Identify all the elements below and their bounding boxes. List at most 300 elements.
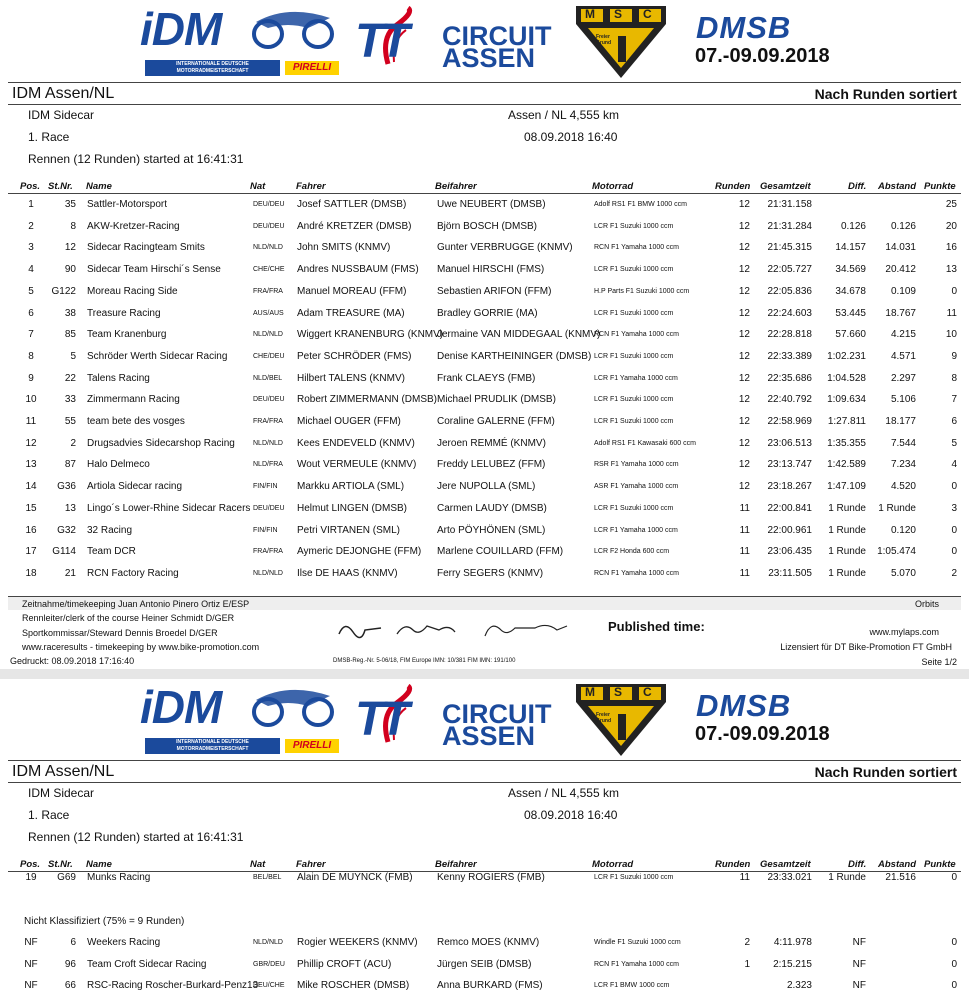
cell-beifahrer: Jürgen SEIB (DMSB) xyxy=(437,958,532,970)
assen-label: ASSEN xyxy=(442,43,536,73)
cell-beifahrer: Arto PÖYHÖNEN (SML) xyxy=(437,524,546,536)
cell-pos: NF xyxy=(24,958,38,970)
published-time-label: Published time: xyxy=(608,619,705,634)
dmsb-registration: DMSB-Reg.-Nr. 5-06/18, FIM Europe IMN: 10/381 FIM IMN: 191/100 xyxy=(333,658,516,664)
track-info: Assen / NL 4,555 km xyxy=(508,108,619,122)
cell-runden: 12 xyxy=(738,459,750,471)
cell-pos: 19 xyxy=(25,872,37,883)
cell-beifahrer: Denise KARTHEININGER (DMSB) xyxy=(437,350,592,362)
mylaps-link[interactable]: www.mylaps.com xyxy=(869,627,939,637)
cell-nat: DEU/DEU xyxy=(253,201,285,208)
cell-fahrer: Andres NUSSBAUM (FMS) xyxy=(297,264,419,276)
col-abstand: Abstand xyxy=(878,181,916,192)
table-row xyxy=(0,221,969,242)
cell-pos: 5 xyxy=(28,285,34,297)
table-row xyxy=(0,546,969,567)
cell-beifahrer: Uwe NEUBERT (DMSB) xyxy=(437,199,546,210)
pirelli-logo: PIRELLI xyxy=(285,61,339,75)
tt-logo: TT xyxy=(355,15,406,68)
cell-pos: 10 xyxy=(25,394,37,406)
cell-stnr: 66 xyxy=(64,980,76,991)
cell-gesamtzeit: 23:13.747 xyxy=(767,459,812,471)
cell-pos: 15 xyxy=(25,502,37,514)
cell-beifahrer: Bradley GORRIE (MA) xyxy=(437,307,538,319)
cell-name: Halo Delmeco xyxy=(87,459,150,471)
cell-abstand: 4.571 xyxy=(890,350,916,362)
msc-subtitle: Freier Grund xyxy=(596,712,611,724)
start-info: Rennen (12 Runden) started at 16:41:31 xyxy=(28,152,244,166)
cell-motorrad: RCN F1 Yamaha 1000 ccm xyxy=(594,569,679,577)
cell-punkte: 13 xyxy=(945,264,957,276)
cell-pos: 16 xyxy=(25,524,37,536)
cell-runden: 11 xyxy=(739,872,750,883)
cell-motorrad: LCR F1 BMW 1000 ccm xyxy=(594,982,670,989)
cell-abstand: 2.297 xyxy=(890,372,916,384)
cell-abstand: 0.126 xyxy=(890,220,916,232)
table-row xyxy=(0,329,969,350)
cell-runden: 12 xyxy=(738,416,750,427)
cell-nat: CHE/DEU xyxy=(253,352,285,360)
cell-punkte: 20 xyxy=(945,220,957,232)
race-name: 1. Race xyxy=(28,130,70,144)
cell-punkte: 10 xyxy=(945,329,957,341)
cell-nat: NLD/NLD xyxy=(253,244,283,252)
cell-abstand: 5.070 xyxy=(890,567,916,579)
cell-stnr: G114 xyxy=(52,546,76,558)
cell-fahrer: Kees ENDEVELD (KNMV) xyxy=(297,437,415,449)
cell-diff: 1:27.811 xyxy=(827,416,866,427)
cell-beifahrer: Anna BURKARD (FMS) xyxy=(437,980,543,991)
cell-motorrad: LCR F1 Suzuki 1000 ccm xyxy=(594,352,674,360)
cell-abstand: 4.520 xyxy=(890,481,916,493)
table-row xyxy=(0,503,969,524)
track-info: Assen / NL 4,555 km xyxy=(508,786,619,800)
race-datetime: 08.09.2018 16:40 xyxy=(524,808,618,822)
cell-stnr: 22 xyxy=(64,372,76,384)
cell-runden: 12 xyxy=(738,394,750,406)
cell-stnr: 12 xyxy=(64,242,76,254)
cell-stnr: 2 xyxy=(70,437,76,449)
col-fahrer: Fahrer xyxy=(296,181,326,192)
cell-beifahrer: Remco MOES (KNMV) xyxy=(437,937,540,948)
cell-gesamtzeit: 2.323 xyxy=(786,980,812,991)
cell-nat: NLD/FRA xyxy=(253,461,283,469)
cell-fahrer: Helmut LINGEN (DMSB) xyxy=(297,502,408,514)
cell-nat: DEU/CHE xyxy=(253,982,285,989)
header-rule xyxy=(8,760,961,761)
results-table-page-2 xyxy=(0,868,969,892)
cell-gesamtzeit: 22:35.686 xyxy=(767,372,812,384)
col-nat: Nat xyxy=(250,181,266,192)
col-stnr: St.Nr. xyxy=(48,859,73,870)
col-beifahrer: Beifahrer xyxy=(435,859,477,870)
cell-abstand: 4.215 xyxy=(890,329,916,341)
msc-letter-c: C xyxy=(643,7,652,21)
cell-pos: 1 xyxy=(28,199,34,210)
cell-diff: 1:04.528 xyxy=(827,372,866,384)
not-finished-table xyxy=(0,932,969,998)
cell-diff: 1 Runde xyxy=(828,524,866,536)
cell-nat: DEU/DEU xyxy=(253,396,285,404)
cell-punkte: 0 xyxy=(951,481,957,493)
cell-stnr: 33 xyxy=(64,394,76,406)
cell-motorrad: LCR F1 Suzuki 1000 ccm xyxy=(594,396,674,404)
cell-gesamtzeit: 22:05.727 xyxy=(767,264,812,276)
cell-pos: 7 xyxy=(28,329,34,341)
cell-motorrad: Adolf RS1 F1 Kawasaki 600 ccm xyxy=(594,439,696,447)
cell-stnr: G122 xyxy=(51,285,76,297)
cell-punkte: 6 xyxy=(951,416,957,427)
cell-nat: FRA/FRA xyxy=(253,418,283,425)
col-gesamtzeit: Gesamtzeit xyxy=(760,859,811,870)
cell-fahrer: Wiggert KRANENBURG (KNMV) xyxy=(297,329,444,341)
circuit-label: CIRCUIT xyxy=(442,699,552,729)
msc-letter-s: S xyxy=(614,685,623,699)
cell-stnr: 35 xyxy=(64,199,76,210)
cell-gesamtzeit: 23:11.505 xyxy=(768,567,812,579)
cell-runden: 12 xyxy=(738,199,750,210)
cell-gesamtzeit: 2:15.215 xyxy=(773,958,812,970)
table-row xyxy=(0,980,969,1001)
cell-gesamtzeit: 22:00.961 xyxy=(767,524,812,536)
cell-fahrer: Phillip CROFT (ACU) xyxy=(297,958,392,970)
col-punkte: Punkte xyxy=(924,859,956,870)
cell-motorrad: LCR F1 Suzuki 1000 ccm xyxy=(594,874,674,881)
col-beifahrer: Beifahrer xyxy=(435,181,477,192)
cell-beifahrer: Jeroen REMMÉ (KNMV) xyxy=(437,437,546,449)
cell-name: Moreau Racing Side xyxy=(87,285,178,297)
cell-gesamtzeit: 21:31.284 xyxy=(767,220,812,232)
cell-name: Sidecar Racingteam Smits xyxy=(87,242,205,254)
cell-motorrad: RCN F1 Yamaha 1000 ccm xyxy=(594,960,679,968)
cell-name: 32 Racing xyxy=(87,524,133,536)
cell-beifahrer: Gunter VERBRUGGE (KNMV) xyxy=(437,242,573,254)
cell-pos: 6 xyxy=(28,307,34,319)
cell-abstand: 5.106 xyxy=(890,394,916,406)
cell-abstand: 20.412 xyxy=(885,264,916,276)
cell-abstand: 7.234 xyxy=(890,459,916,471)
cell-name: Lingo´s Lower-Rhine Sidecar Racers xyxy=(87,502,251,514)
table-row xyxy=(0,459,969,480)
cell-name: Team DCR xyxy=(87,546,136,558)
cell-stnr: 13 xyxy=(64,502,76,514)
col-pos: Pos. xyxy=(20,181,41,192)
cell-fahrer: Alain DE MUYNCK (FMB) xyxy=(297,872,413,883)
cell-abstand: 7.544 xyxy=(890,437,916,449)
col-fahrer: Fahrer xyxy=(296,859,326,870)
clerk-info: Rennleiter/clerk of the course Heiner Schmidt D/GER xyxy=(22,613,235,623)
cell-pos: 17 xyxy=(25,546,37,558)
cell-fahrer: Robert ZIMMERMANN (DMSB) xyxy=(297,394,438,406)
cell-punkte: 0 xyxy=(951,980,957,991)
circuit-label: CIRCUIT xyxy=(442,21,552,51)
table-row xyxy=(0,416,969,437)
cell-name: team bete des vosges xyxy=(87,416,185,427)
cell-stnr: 8 xyxy=(70,220,76,232)
cell-runden: 2 xyxy=(744,937,750,948)
cell-runden: 11 xyxy=(739,567,750,579)
msc-letter-m: M xyxy=(585,7,595,21)
cell-diff: NF xyxy=(852,980,866,991)
idm-subtitle-bar: INTERNATIONALE DEUTSCHE MOTORRADMEISTERSCHAFT xyxy=(145,60,280,76)
cell-name: Weekers Racing xyxy=(87,937,161,948)
cell-stnr: 96 xyxy=(64,958,76,970)
cell-diff: 0.126 xyxy=(840,220,866,232)
results-table-page-1 xyxy=(0,194,969,594)
cell-abstand: 1 Runde xyxy=(878,502,916,514)
cell-nat: FIN/FIN xyxy=(253,526,278,534)
table-row xyxy=(0,351,969,372)
cell-gesamtzeit: 22:58.969 xyxy=(767,416,812,427)
cell-diff: 1 Runde xyxy=(828,872,866,883)
cell-motorrad: RCN F1 Yamaha 1000 ccm xyxy=(594,244,679,252)
cell-diff: 1:09.634 xyxy=(827,394,866,406)
cell-motorrad: ASR F1 Yamaha 1000 ccm xyxy=(594,483,679,491)
cell-punkte: 0 xyxy=(951,937,957,948)
event-title: IDM Assen/NL xyxy=(12,763,115,780)
signatures-icon xyxy=(335,616,575,644)
cell-punkte: 4 xyxy=(951,459,957,471)
cell-beifahrer: Freddy LELUBEZ (FFM) xyxy=(437,459,546,471)
cell-beifahrer: Sebastien ARIFON (FFM) xyxy=(437,285,552,297)
cell-runden: 12 xyxy=(738,481,750,493)
title-rule xyxy=(8,782,961,783)
cell-runden: 12 xyxy=(738,242,750,254)
cell-punkte: 0 xyxy=(951,524,957,536)
cell-gesamtzeit: 23:18.267 xyxy=(767,481,812,493)
sort-label: Nach Runden sortiert xyxy=(814,764,957,780)
idm-logo: iDM xyxy=(140,681,222,733)
table-row xyxy=(0,394,969,415)
cell-name: Munks Racing xyxy=(87,872,151,883)
assen-label: ASSEN xyxy=(442,721,536,751)
cell-runden: 12 xyxy=(738,329,750,341)
start-info: Rennen (12 Runden) started at 16:41:31 xyxy=(28,830,244,844)
col-gesamtzeit: Gesamtzeit xyxy=(760,181,811,192)
cell-fahrer: Markku ARTIOLA (SML) xyxy=(297,481,405,493)
cell-gesamtzeit: 23:06.513 xyxy=(767,437,812,449)
cell-beifahrer: Carmen LAUDY (DMSB) xyxy=(437,502,547,514)
cell-name: Sidecar Team Hirschi´s Sense xyxy=(87,264,221,276)
cell-abstand: 0.109 xyxy=(890,285,916,297)
results-page-2 xyxy=(0,678,969,1000)
cell-stnr: G32 xyxy=(57,524,76,536)
cell-nat: NLD/NLD xyxy=(253,569,283,577)
table-row xyxy=(0,568,969,589)
cell-gesamtzeit: 23:33.021 xyxy=(767,872,812,883)
cell-nat: NLD/NLD xyxy=(253,439,283,447)
class-name: IDM Sidecar xyxy=(28,108,95,122)
cell-stnr: G69 xyxy=(57,872,76,883)
tt-logo: TT xyxy=(355,693,406,746)
banner xyxy=(0,678,969,758)
cell-nat: DEU/DEU xyxy=(253,222,285,230)
cell-abstand: 14.031 xyxy=(885,242,916,254)
cell-punkte: 0 xyxy=(951,285,957,297)
cell-motorrad: LCR F1 Suzuki 1000 ccm xyxy=(594,418,674,425)
cell-abstand: 0.120 xyxy=(890,524,916,536)
cell-pos: 2 xyxy=(28,220,34,232)
cell-motorrad: LCR F1 Suzuki 1000 ccm xyxy=(594,504,674,512)
cell-motorrad: LCR F1 Suzuki 1000 ccm xyxy=(594,222,674,230)
cell-beifahrer: Frank CLAEYS (FMB) xyxy=(437,372,536,384)
cell-pos: 13 xyxy=(25,459,37,471)
cell-name: Artiola Sidecar racing xyxy=(87,481,183,493)
cell-diff: 1:02.231 xyxy=(827,350,866,362)
cell-pos: 4 xyxy=(28,264,34,276)
cell-runden: 11 xyxy=(739,502,750,514)
cell-diff: 1 Runde xyxy=(828,567,866,579)
col-runden: Runden xyxy=(715,859,751,870)
cell-fahrer: André KRETZER (DMSB) xyxy=(297,220,412,232)
cell-pos: 14 xyxy=(25,481,37,493)
cell-gesamtzeit: 23:06.435 xyxy=(767,546,812,558)
cell-gesamtzeit: 22:00.841 xyxy=(767,502,812,514)
cell-fahrer: Petri VIRTANEN (SML) xyxy=(297,524,400,536)
cell-pos: NF xyxy=(24,980,38,991)
cell-diff: 34.569 xyxy=(835,264,866,276)
cell-pos: NF xyxy=(24,937,38,948)
not-classified-label: Nicht Klassifiziert (75% = 9 Runden) xyxy=(24,916,185,927)
cell-fahrer: Josef SATTLER (DMSB) xyxy=(297,199,407,210)
cell-nat: NLD/NLD xyxy=(253,939,283,946)
cell-gesamtzeit: 4:11.978 xyxy=(773,937,812,948)
cell-diff: 1:47.109 xyxy=(827,481,866,493)
cell-gesamtzeit: 22:05.836 xyxy=(767,285,812,297)
cell-motorrad: LCR F2 Honda 600 ccm xyxy=(594,548,670,556)
table-row xyxy=(0,872,969,893)
cell-beifahrer: Coraline GALERNE (FFM) xyxy=(437,416,555,427)
cell-beifahrer: Ferry SEGERS (KNMV) xyxy=(437,567,544,579)
cell-runden: 11 xyxy=(739,546,750,558)
cell-fahrer: Wout VERMEULE (KNMV) xyxy=(297,459,417,471)
col-nat: Nat xyxy=(250,859,266,870)
table-row xyxy=(0,481,969,502)
license-info: Lizensiert für DT Bike-Promotion FT GmbH xyxy=(780,642,952,652)
col-pos: Pos. xyxy=(20,859,41,870)
table-row xyxy=(0,286,969,307)
cell-nat: CHE/CHE xyxy=(253,266,285,274)
cell-nat: NLD/NLD xyxy=(253,331,283,339)
col-diff: Diff. xyxy=(848,859,867,870)
cell-name: Zimmermann Racing xyxy=(87,394,180,406)
cell-fahrer: John SMITS (KNMV) xyxy=(297,242,391,254)
cell-motorrad: LCR F1 Suzuki 1000 ccm xyxy=(594,266,674,274)
cell-pos: 12 xyxy=(25,437,37,449)
cell-name: Drugsadvies Sidecarshop Racing xyxy=(87,437,235,449)
cell-pos: 9 xyxy=(28,372,34,384)
cell-motorrad: H.P Parts F1 Suzuki 1000 ccm xyxy=(594,287,690,295)
event-title: IDM Assen/NL xyxy=(12,85,115,102)
col-runden: Runden xyxy=(715,181,751,192)
cell-stnr: 38 xyxy=(64,307,76,319)
cell-diff: 1:35.355 xyxy=(827,437,866,449)
cell-punkte: 7 xyxy=(951,394,957,406)
cell-name: RSC-Racing Roscher-Burkard-Penz13 xyxy=(87,980,259,991)
msc-letter-c: C xyxy=(643,685,652,699)
class-name: IDM Sidecar xyxy=(28,786,95,800)
cell-diff: 57.660 xyxy=(835,329,866,341)
cell-stnr: G36 xyxy=(57,481,76,493)
cell-runden: 12 xyxy=(738,437,750,449)
cell-stnr: 55 xyxy=(64,416,76,427)
cell-name: Treasure Racing xyxy=(87,307,161,319)
cell-name: AKW-Kretzer-Racing xyxy=(87,220,180,232)
cell-gesamtzeit: 22:24.603 xyxy=(767,307,812,319)
cell-punkte: 11 xyxy=(946,307,957,319)
cell-diff: 1:42.589 xyxy=(827,459,866,471)
cell-abstand: 18.767 xyxy=(885,307,916,319)
cell-motorrad: LCR F1 Suzuki 1000 ccm xyxy=(594,309,674,317)
idm-logo: iDM xyxy=(140,3,222,55)
motorcycle-logo-icon xyxy=(248,686,340,728)
cell-abstand: 18.177 xyxy=(885,416,916,427)
table-row xyxy=(0,242,969,263)
col-punkte: Punkte xyxy=(924,181,956,192)
cell-stnr: 90 xyxy=(64,264,76,276)
race-datetime: 08.09.2018 16:40 xyxy=(524,130,618,144)
cell-nat: NLD/BEL xyxy=(253,374,283,382)
msc-letter-s: S xyxy=(614,7,623,21)
cell-beifahrer: Björn BOSCH (DMSB) xyxy=(437,220,538,232)
cell-nat: FRA/FRA xyxy=(253,548,283,556)
cell-gesamtzeit: 22:40.792 xyxy=(767,394,812,406)
cell-gesamtzeit: 22:33.389 xyxy=(767,350,812,362)
cell-motorrad: LCR F1 Yamaha 1000 ccm xyxy=(594,526,678,534)
steward-info: Sportkommissar/Steward Dennis Broedel D/GER xyxy=(22,628,218,638)
cell-gesamtzeit: 21:45.315 xyxy=(767,242,812,254)
cell-motorrad: Windle F1 Suzuki 1000 ccm xyxy=(594,939,681,946)
cell-runden: 12 xyxy=(738,372,750,384)
event-dates: 07.-09.09.2018 xyxy=(695,45,830,67)
cell-name: Talens Racing xyxy=(87,372,150,384)
cell-fahrer: Rogier WEEKERS (KNMV) xyxy=(297,937,418,948)
cell-fahrer: Aymeric DEJONGHE (FFM) xyxy=(297,546,422,558)
header-rule xyxy=(8,82,961,83)
table-row xyxy=(0,525,969,546)
cell-runden: 12 xyxy=(738,350,750,362)
cell-punkte: 16 xyxy=(945,242,957,254)
cell-diff: NF xyxy=(852,937,866,948)
orbits-label: Orbits xyxy=(914,599,939,609)
cell-pos: 11 xyxy=(25,416,37,427)
table-row xyxy=(0,937,969,958)
cell-fahrer: Peter SCHRÖDER (FMS) xyxy=(297,350,412,362)
timekeeping-info: Zeitnahme/timekeeping Juan Antonio Pinero Ortiz E/ESP xyxy=(22,599,250,609)
cell-diff: 1 Runde xyxy=(828,546,866,558)
cell-fahrer: Ilse DE HAAS (KNMV) xyxy=(297,567,398,579)
table-row xyxy=(0,959,969,980)
cell-fahrer: Adam TREASURE (MA) xyxy=(297,307,405,319)
cell-stnr: 87 xyxy=(64,459,76,471)
cell-punkte: 5 xyxy=(951,437,957,449)
cell-beifahrer: Marlene COUILLARD (FFM) xyxy=(437,546,564,558)
cell-runden: 12 xyxy=(738,307,750,319)
raceresults-info: www.raceresults - timekeeping by www.bike-promotion.com xyxy=(22,642,260,652)
table-row xyxy=(0,199,969,220)
cell-nat: AUS/AUS xyxy=(253,309,284,317)
cell-motorrad: LCR F1 Yamaha 1000 ccm xyxy=(594,374,678,382)
table-row xyxy=(0,373,969,394)
cell-diff: 53.445 xyxy=(835,307,866,319)
cell-diff: NF xyxy=(852,958,866,970)
msc-letter-m: M xyxy=(585,685,595,699)
col-name: Name xyxy=(86,859,112,870)
title-rule xyxy=(8,104,961,105)
cell-name: RCN Factory Racing xyxy=(87,567,179,579)
cell-abstand: 1:05.474 xyxy=(877,546,916,558)
pirelli-logo: PIRELLI xyxy=(285,739,339,753)
